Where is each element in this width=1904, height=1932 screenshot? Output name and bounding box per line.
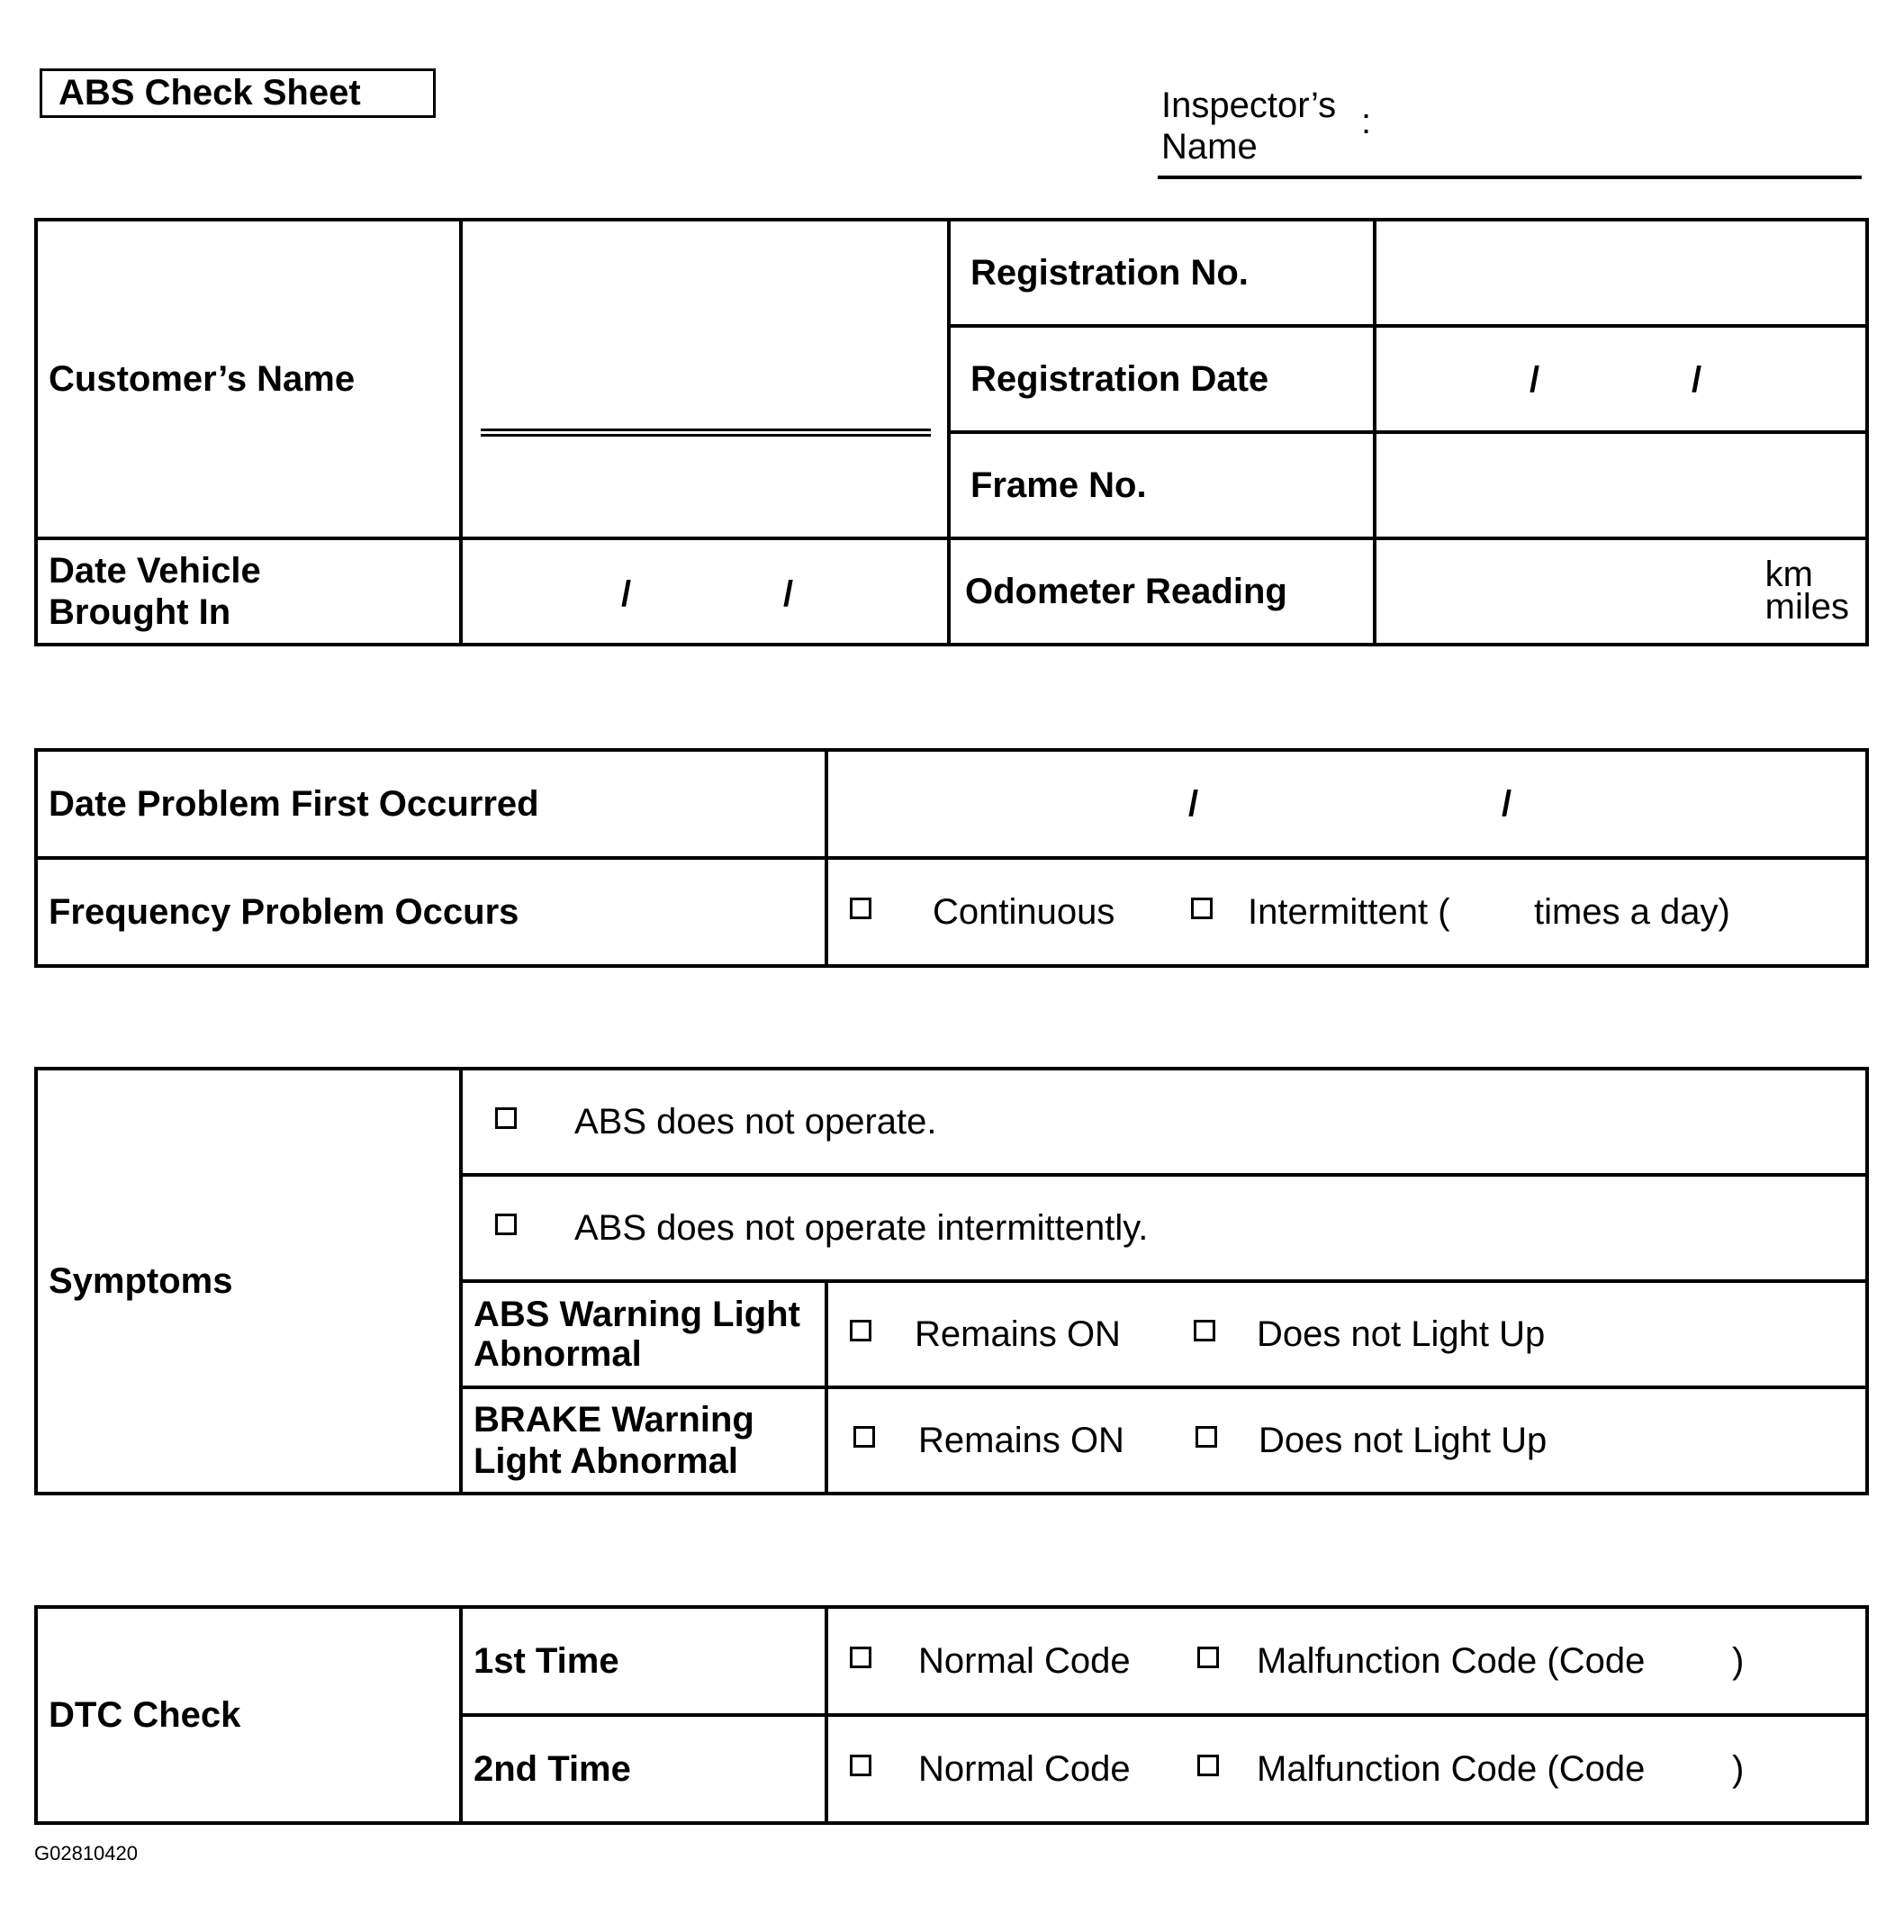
continuous-checkbox[interactable]: [850, 898, 871, 919]
abs-not-operate-checkbox[interactable]: [495, 1107, 517, 1129]
sheet-title: ABS Check Sheet: [40, 68, 436, 118]
brake-warning-line2: Light Abnormal: [474, 1441, 739, 1481]
brake-warning-options: [826, 1387, 1867, 1494]
symptoms-label: Symptoms: [36, 1069, 461, 1494]
double-underline: [481, 429, 931, 437]
inspector-name-field[interactable]: [1158, 176, 1862, 179]
dtc-check-table: [34, 1605, 1869, 1825]
date-brought-in-field[interactable]: [461, 538, 949, 645]
date-separator: /: [1502, 784, 1512, 824]
inspector-name-label: [1161, 85, 1336, 167]
registration-date-label: Registration Date: [949, 326, 1375, 432]
abs-not-light-up-checkbox[interactable]: [1194, 1320, 1215, 1341]
symptoms-table: [34, 1067, 1869, 1495]
second-normal-code-label: Normal Code: [918, 1748, 1131, 1789]
first-malfunction-code-checkbox[interactable]: [1197, 1647, 1219, 1668]
problem-table: [34, 748, 1869, 968]
customer-name-label: Customer’s Name: [36, 220, 461, 538]
intermittent-label: Intermittent (: [1248, 891, 1450, 932]
first-normal-code-checkbox[interactable]: [850, 1647, 871, 1668]
brake-not-light-up-label: Does not Light Up: [1259, 1420, 1548, 1460]
brake-not-light-up-checkbox[interactable]: [1196, 1426, 1217, 1448]
customer-name-field[interactable]: [461, 220, 949, 538]
times-a-day-label: times a day): [1534, 891, 1730, 932]
figure-id: G02810420: [34, 1842, 138, 1864]
abs-not-operate-intermittently-label: ABS does not operate intermittently.: [574, 1207, 1149, 1248]
date-brought-in-label: [36, 538, 461, 645]
unit-miles: miles: [1764, 587, 1849, 627]
frequency-label: Frequency Problem Occurs: [36, 858, 826, 966]
second-normal-code-checkbox[interactable]: [850, 1755, 871, 1776]
abs-warning-line2: Abnormal: [474, 1334, 642, 1374]
brake-warning-line1: BRAKE Warning: [474, 1400, 754, 1440]
date-first-occurred-field[interactable]: [826, 750, 1867, 858]
first-normal-code-label: Normal Code: [918, 1640, 1131, 1681]
abs-not-operate-row: [461, 1069, 1867, 1175]
odometer-field[interactable]: [1375, 538, 1867, 645]
brake-warning-light-label: [461, 1387, 826, 1494]
brake-remains-on-label: Remains ON: [918, 1420, 1124, 1460]
inspector-colon: :: [1361, 102, 1372, 141]
abs-not-operate-label: ABS does not operate.: [574, 1101, 937, 1142]
inspector-label-line1: Inspector’s: [1161, 86, 1337, 125]
abs-intermittent-checkbox[interactable]: [495, 1214, 517, 1235]
registration-date-field[interactable]: [1375, 326, 1867, 432]
date-separator: /: [1692, 360, 1702, 400]
second-time-label: 2nd Time: [461, 1715, 826, 1823]
abs-warning-light-label: [461, 1281, 826, 1387]
registration-no-label: Registration No.: [949, 220, 1375, 326]
date-brought-in-line2: Brought In: [49, 592, 231, 632]
second-code-close-paren: ): [1732, 1748, 1745, 1789]
frame-no-label: Frame No.: [949, 432, 1375, 538]
second-malfunction-code-label: Malfunction Code (Code: [1257, 1748, 1646, 1789]
date-separator: /: [1530, 360, 1540, 400]
second-time-options: [826, 1715, 1867, 1823]
abs-remains-on-label: Remains ON: [915, 1314, 1121, 1354]
first-malfunction-code-label: Malfunction Code (Code: [1257, 1640, 1646, 1681]
abs-remains-on-checkbox[interactable]: [850, 1320, 871, 1341]
date-separator: /: [1188, 784, 1199, 824]
dtc-check-label: DTC Check: [36, 1607, 461, 1823]
date-separator: /: [621, 574, 632, 614]
date-first-occurred-label: Date Problem First Occurred: [36, 750, 826, 858]
first-code-close-paren: ): [1732, 1640, 1745, 1681]
odometer-label: Odometer Reading: [949, 538, 1375, 645]
first-time-label: 1st Time: [461, 1607, 826, 1715]
inspector-label-line2: Name: [1161, 127, 1258, 167]
brake-remains-on-checkbox[interactable]: [853, 1426, 875, 1448]
intermittent-checkbox[interactable]: [1191, 898, 1213, 919]
frame-no-field[interactable]: [1375, 432, 1867, 538]
registration-no-field[interactable]: [1375, 220, 1867, 326]
second-malfunction-code-checkbox[interactable]: [1197, 1755, 1219, 1776]
abs-not-light-up-label: Does not Light Up: [1257, 1314, 1546, 1354]
first-time-options: [826, 1607, 1867, 1715]
date-separator: /: [783, 574, 794, 614]
unit-km: km: [1764, 555, 1813, 594]
date-brought-in-line1: Date Vehicle: [49, 551, 261, 591]
abs-warning-options: [826, 1281, 1867, 1387]
frequency-options: [826, 858, 1867, 966]
odometer-units: [1764, 555, 1849, 627]
abs-not-operate-intermittently-row: [461, 1175, 1867, 1281]
abs-warning-line1: ABS Warning Light: [474, 1295, 800, 1334]
vehicle-info-table: [34, 218, 1869, 646]
continuous-label: Continuous: [933, 891, 1115, 932]
